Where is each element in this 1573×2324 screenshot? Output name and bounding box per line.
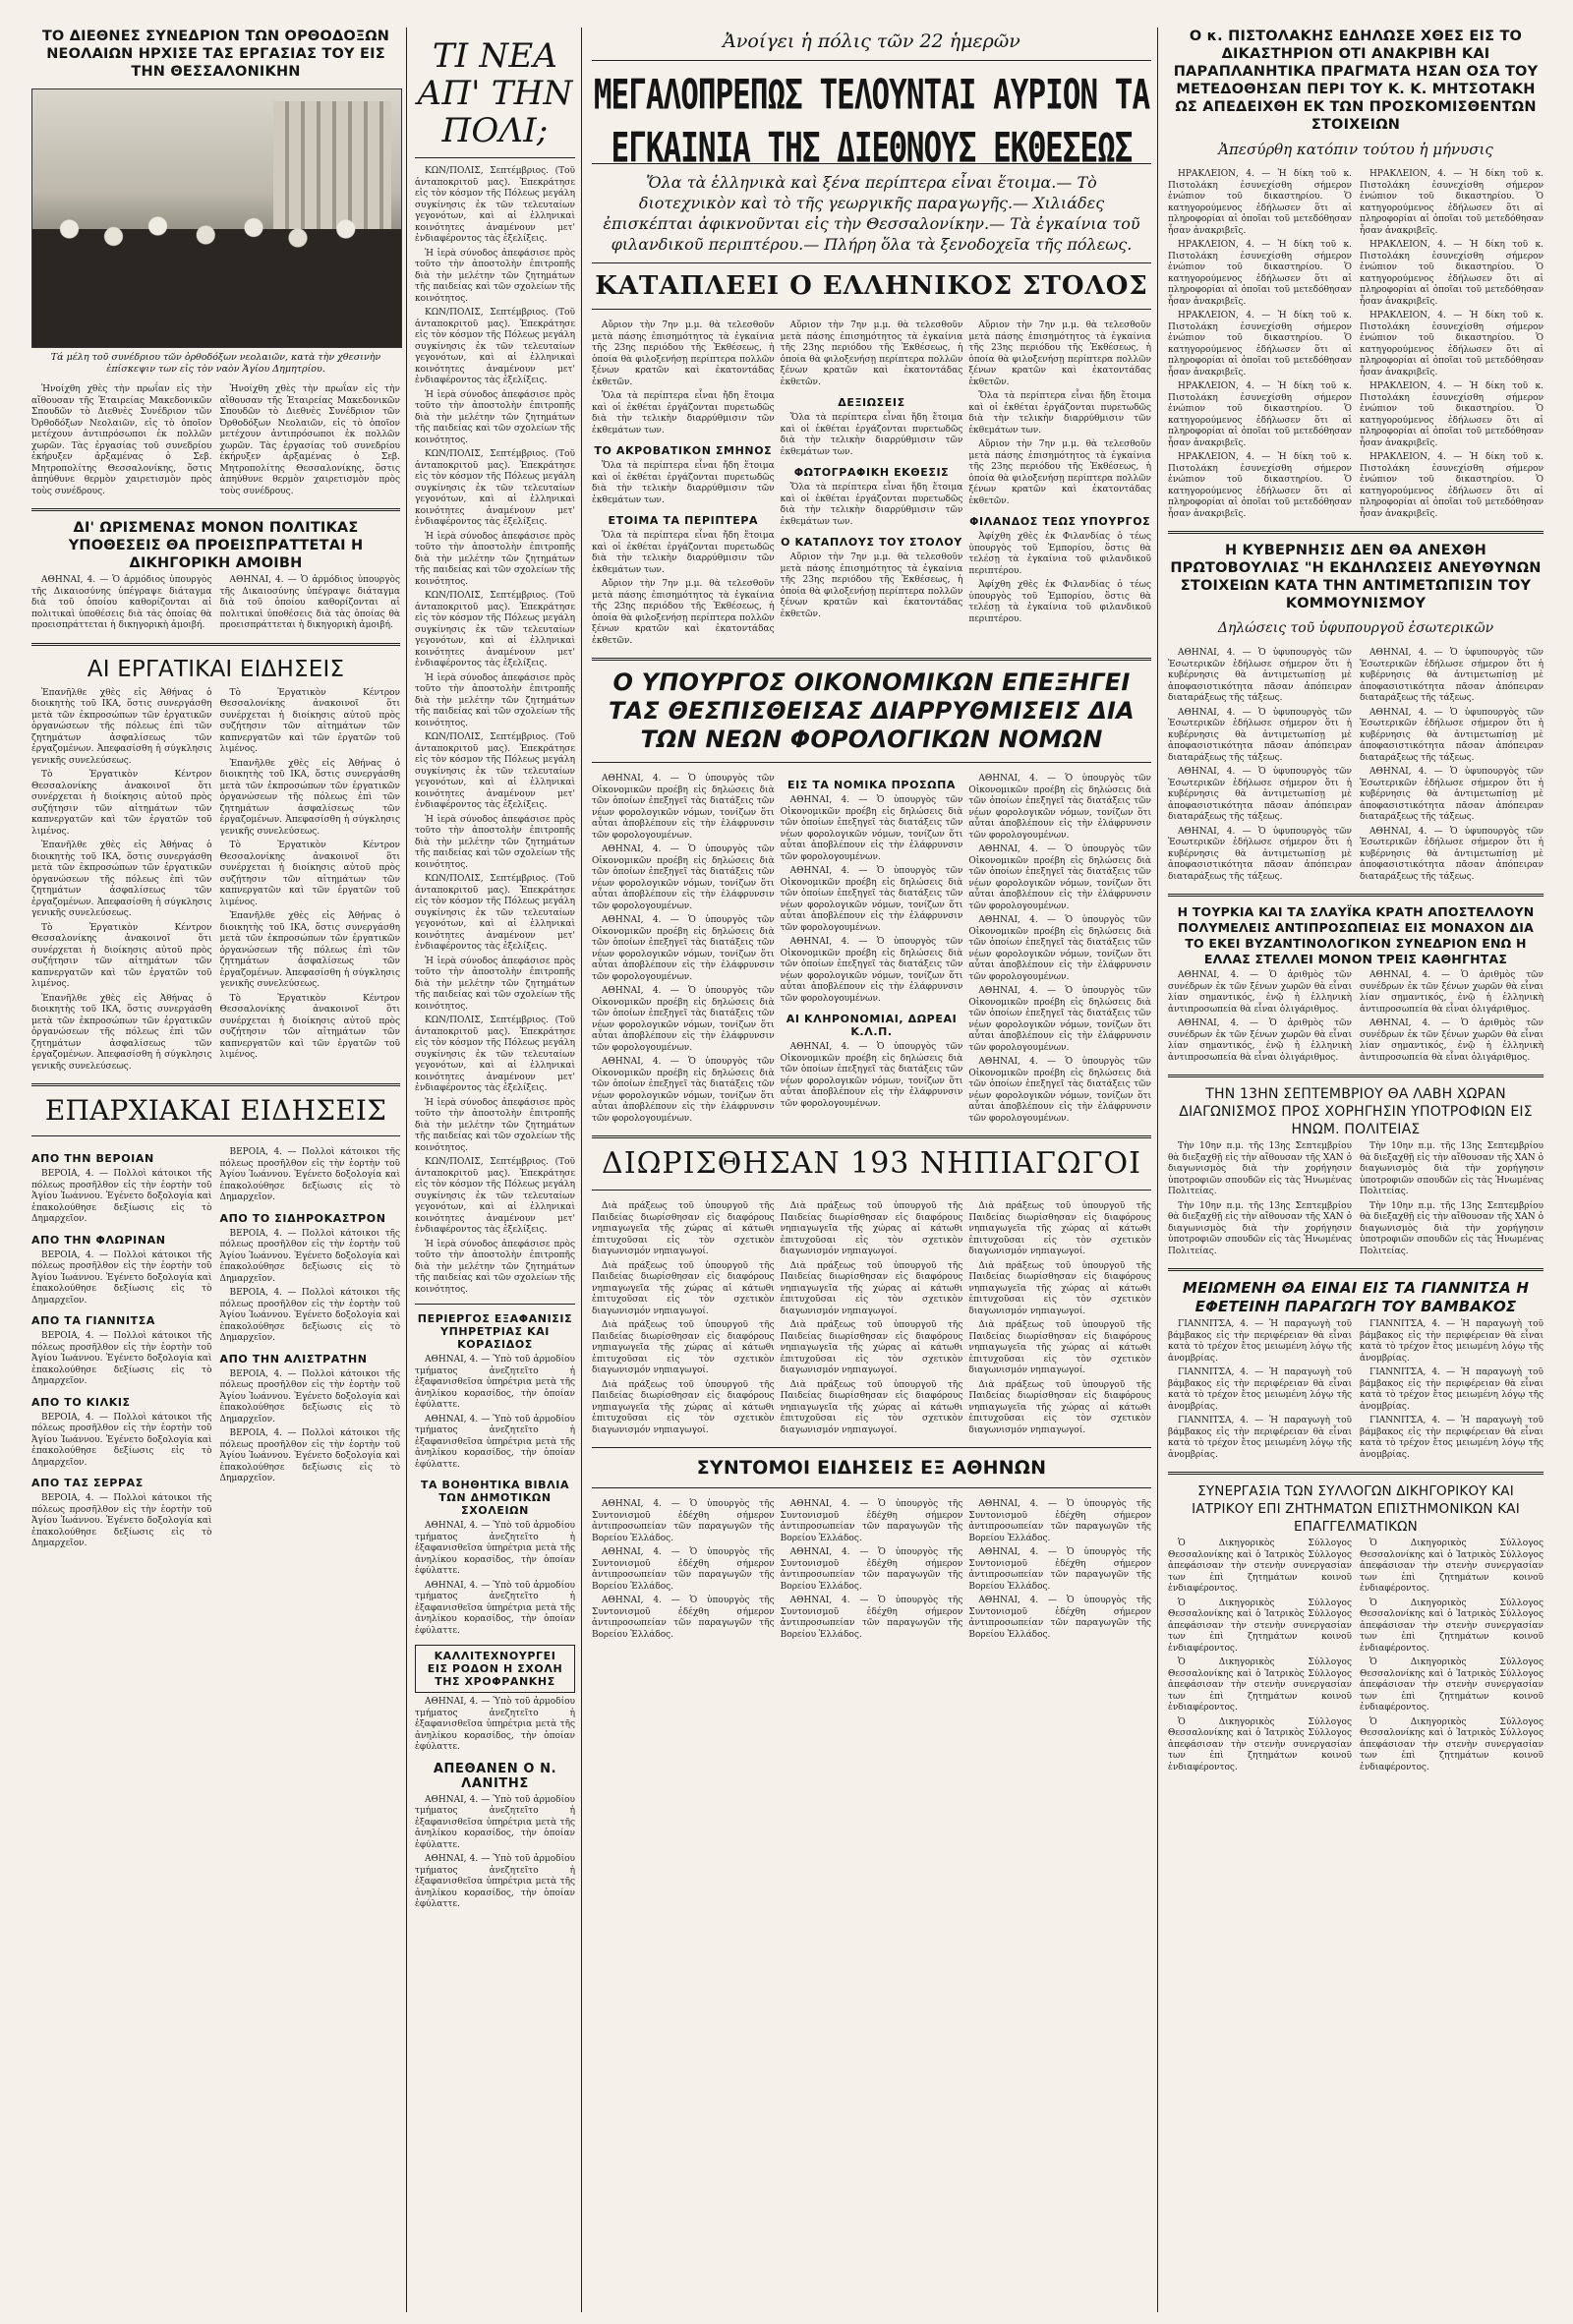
article-text: ΚΩΝ/ΠΟΛΙΣ, Σεπτέμβριος. (Τοῦ ἀνταποκριτοῦ μας). Ἐπεκράτησε εἰς τὸν κόσμον τῆς Πόλεως μεγάλη συγκίνησις ἐκ τῶν τελευταίων γεγονότων, καὶ αἱ ἑλληνικαὶ κοινότητες ἀναμένουν μετ' ἐνδιαφέροντος τὰς ἐξελίξεις. [415,1157,575,1235]
article-text: ΑΘΗΝΑΙ, 4. — Ὁ ὑφυπουργὸς τῶν Ἐσωτερικῶν ἐδήλωσε σήμερον ὅτι ἡ κυβέρνησις θὰ ἀντιμετωπίσῃ μὲ ἀποφασιστικότητα πᾶσαν ἀπόπειραν διαταράξεως τῆς τάξεως. [1168,767,1352,822]
article-text: Διὰ πράξεως τοῦ ὑπουργοῦ τῆς Παιδείας διωρίσθησαν εἰς διαφόρους νηπιαγωγεῖα τῆς χώρας αἱ κάτωθι ἐπιτυχοῦσαι εἰς τὸν σχετικὸν διαγωνισμόν νηπιαγωγοί. [592,1260,775,1316]
article-text: Ἀφίχθη χθὲς ἐκ Φιλανδίας ὁ τέως ὑπουργὸς τοῦ Ἐμπορίου, ὅστις θὰ τελέσῃ τὰ ἐγκαίνια τοῦ φιλανδικοῦ περιπτέρου. [968,532,1152,576]
divider [592,762,1151,763]
headline-kindergarten: ΔΙΩΡΙΣΘΗΣΑΝ 193 ΝΗΠΙΑΓΩΓΟΙ [602,1146,1141,1181]
column-left [26,28,407,2312]
column-main [586,28,1158,2312]
headline-provincial-news: ΕΠΑΡΧΙΑΚΑΙ ΕΙΔΗΣΕΙΣ [44,1094,387,1127]
divider [415,157,575,158]
deck-pistolakis: Ἀπεσύρθη κατόπιν τούτου ἡ μήνυσις [1218,141,1493,158]
article-text: ΑΘΗΝΑΙ, 4. — Ὁ ὑπουργὸς τῶν Οἰκονομικῶν προέβη εἰς δηλώσεις διὰ τῶν ὁποίων ἐπεξηγεῖ τὰς διατάξεις τῶν νέων φορολογικῶν νόμων, τονίζων ὅτι αὗται ἀποβλέπουν εἰς τὴν ἐλάφρυνσιν τῶν φορολογουμένων. [592,915,775,982]
article-text: ΚΩΝ/ΠΟΛΙΣ, Σεπτέμβριος. (Τοῦ ἀνταποκριτοῦ μας). Ἐπεκράτησε εἰς τὸν κόσμον τῆς Πόλεως μεγάλη συγκίνησις ἐκ τῶν τελευταίων γεγονότων, καὶ αἱ ἑλληνικαὶ κοινότητες ἀναμένουν μετ' ἐνδιαφέροντος τὰς ἐξελίξεις. [415,308,575,385]
divider [592,60,1151,61]
article-text: ΑΘΗΝΑΙ, 4. — Ὑπὸ τοῦ ἀρμοδίου τμήματος ἀνεζητεῖτο ἡ ἐξαφανισθεῖσα ὑπηρέτρια μετὰ τῆς ἀνηλίκου κορασίδος, τὴν ὁποίαν ἐφύλαττε. [415,1854,575,1909]
article-text: ΑΘΗΝΑΙ, 4. — Ὁ ὑπουργὸς τῆς Συντονισμοῦ ἐδέχθη σήμερον ἀντιπροσωπείαν τῶν παραγωγῶν τῆς Βορείου Ἑλλάδος. [592,1547,775,1592]
article-text: ΑΘΗΝΑΙ, 4. — Ὁ ὑπουργὸς τῆς Συντονισμοῦ ἐδέχθη σήμερον ἀντιπροσωπείαν τῶν παραγωγῶν τῆς Βορείου Ἑλλάδος. [780,1596,963,1640]
article-text: ΑΘΗΝΑΙ, 4. — Ὁ ὑπουργὸς τῆς Συντονισμοῦ ἐδέχθη σήμερον ἀντιπροσωπείαν τῶν παραγωγῶν τῆς Βορείου Ἑλλάδος. [968,1547,1152,1592]
article-text: Ὁ Δικηγορικὸς Σύλλογος Θεσσαλονίκης καὶ ὁ Ἰατρικὸς Σύλλογος ἀπεφάσισαν τὴν στενὴν συνεργασίαν των ἐπὶ ζητημάτων κοινοῦ ἐνδιαφέροντος. [1168,1598,1352,1654]
article-text: ΑΘΗΝΑΙ, 4. — Ὁ ὑπουργὸς τῶν Οἰκονομικῶν προέβη εἰς δηλώσεις διὰ τῶν ὁποίων ἐπεξηγεῖ τὰς διατάξεις τῶν νέων φορολογικῶν νόμων, τονίζων ὅτι αὗται ἀποβλέπουν εἰς τὴν ἐλάφρυνσιν τῶν φορολογουμένων. [968,915,1152,982]
article-labor-body [31,685,400,1076]
article-text: Διὰ πράξεως τοῦ ὑπουργοῦ τῆς Παιδείας διωρίσθησαν εἰς διαφόρους νηπιαγωγεῖα τῆς χώρας αἱ κάτωθι ἐπιτυχοῦσαι εἰς τὸν σχετικὸν διαγωνισμόν νηπιαγωγοί. [968,1201,1152,1256]
article-text: ΑΘΗΝΑΙ, 4. — Ὁ ὑφυπουργὸς τῶν Ἐσωτερικῶν ἐδήλωσε σήμερον ὅτι ἡ κυβέρνησις θὰ ἀντιμετωπίσῃ μὲ ἀποφασιστικότητα πᾶσαν ἀπόπειραν διαταράξεως τῆς τάξεως. [1168,707,1352,763]
article-text: ΑΘΗΝΑΙ, 4. — Ὁ ἁρμόδιος ὑπουργὸς τῆς Δικαιοσύνης ὑπέγραψε διάταγμα διὰ τοῦ ὁποίου καθορίζονται αἱ πολιτικαὶ ὑποθέσεις διὰ τὰς ὁποίας θὰ προεισπράττεται ἡ δικηγορικὴ ἀμοιβή. [31,575,212,630]
article-text: Τὸ Ἐργατικὸν Κέντρον Θεσσαλονίκης ἀνακοινοῖ ὅτι συνέρχεται ἡ διοίκησις αὐτοῦ πρὸς συζήτησιν τῶν αἰτημάτων τῶν καπνεργατῶν καὶ τῶν ἐργατῶν τοῦ λιμένος. [31,922,212,989]
article-text: Ὅλα τὰ περίπτερα εἶναι ἤδη ἕτοιμα καὶ οἱ ἐκθέται ἐργάζονται πυρετωδῶς διὰ τὴν τελικὴν διαρρύθμισιν τῶν ἐκθεμάτων των. [592,461,775,505]
article-text: ΑΘΗΝΑΙ, 4. — Ὁ ὑφυπουργὸς τῶν Ἐσωτερικῶν ἐδήλωσε σήμερον ὅτι ἡ κυβέρνησις θὰ ἀντιμετωπίσῃ μὲ ἀποφασιστικότητα πᾶσαν ἀπόπειραν διαταράξεως τῆς τάξεως. [1168,826,1352,882]
subhead-receptions: ΔΕΞΙΩΣΕΙΣ [838,396,905,409]
column-city-news [409,28,582,2312]
article-text: ΑΘΗΝΑΙ, 4. — Ὁ ὑπουργὸς τῶν Οἰκονομικῶν προέβη εἰς δηλώσεις διὰ τῶν ὁποίων ἐπεξηγεῖ τὰς διατάξεις τῶν νέων φορολογικῶν νόμων, τονίζων ὅτι αὗται ἀποβλέπουν εἰς τὴν ἐλάφρυνσιν τῶν φορολογουμένων. [968,1057,1152,1124]
article-text: ΗΡΑΚΛΕΙΟΝ, 4. — Ἡ δίκη τοῦ κ. Πιστολάκη ἐσυνεχίσθη σήμερον ἐνώπιον τοῦ δικαστηρίου. Ὁ κατηγορούμενος ἐδήλωσεν ὅτι αἱ πληροφορίαι αἱ ὁποῖαι τοῦ μετεδόθησαν ἦσαν ἀνακριβεῖς. [1360,381,1544,448]
article-text: ΒΕΡΟΙΑ, 4. — Πολλοὶ κάτοικοι τῆς πόλεως προσῆλθον εἰς τὴν ἑορτὴν τοῦ Ἁγίου Ἰωάννου. Ἐγένετο δοξολογία καὶ ἐπακολούθησε δεξίωσις εἰς τὸ Δημαρχεῖον. [31,1249,212,1306]
subhead-florina: ΑΠΟ ΤΗΝ ΦΛΩΡΙΝΑΝ [31,1233,166,1247]
divider [1168,894,1544,897]
article-text: Διὰ πράξεως τοῦ ὑπουργοῦ τῆς Παιδείας διωρίσθησαν εἰς διαφόρους νηπιαγωγεῖα τῆς χώρας αἱ κάτωθι ἐπιτυχοῦσαι εἰς τὸν σχετικὸν διαγωνισμόν νηπιαγωγοί. [968,1260,1152,1316]
article-text: Ὁ Δικηγορικὸς Σύλλογος Θεσσαλονίκης καὶ ὁ Ἰατρικὸς Σύλλογος ἀπεφάσισαν τὴν στενὴν συνεργασίαν των ἐπὶ ζητημάτων κοινοῦ ἐνδιαφέροντος. [1360,1657,1544,1713]
pistolakis-body [1168,166,1544,523]
subhead-disappearance: ΠΕΡΙΕΡΓΟΣ ΕΞΑΦΑΝΙΣΙΣ ΥΠΗΡΕΤΡΙΑΣ ΚΑΙ ΚΟΡΑΣΙΔΟΣ [417,1312,573,1351]
article-text: Τὸ Ἐργατικὸν Κέντρον Θεσσαλονίκης ἀνακοινοῖ ὅτι συνέρχεται ἡ διοίκησις αὐτοῦ πρὸς συζήτησιν τῶν αἰτημάτων τῶν καπνεργατῶν καὶ τῶν ἐργατῶν τοῦ λιμένος. [219,687,400,754]
kicker: Ἀνοίγει ἡ πόλις τῶν 22 ἡμερῶν [723,30,1020,52]
divider [592,1487,1151,1488]
article-text: Ὁ Δικηγορικὸς Σύλλογος Θεσσαλονίκης καὶ ὁ Ἰατρικὸς Σύλλογος ἀπεφάσισαν τὴν στενὴν συνεργασίαν των ἐπὶ ζητημάτων κοινοῦ ἐνδιαφέροντος. [1168,1716,1352,1772]
fair-article-body [592,318,1151,650]
deck-government: Δηλώσεις τοῦ ὑφυπουργοῦ ἐσωτερικῶν [1217,620,1494,636]
article-text: ΚΩΝ/ΠΟΛΙΣ, Σεπτέμβριος. (Τοῦ ἀνταποκριτοῦ μας). Ἐπεκράτησε εἰς τὸν κόσμον τῆς Πόλεως μεγάλη συγκίνησις ἐκ τῶν τελευταίων γεγονότων, καὶ αἱ ἑλληνικαὶ κοινότητες ἀναμένουν μετ' ἐνδιαφέροντος τὰς ἐξελίξεις. [415,449,575,527]
article-text: Ἡ ἱερὰ σύνοδος ἀπεφάσισε πρὸς τοῦτο τὴν ἀποστολὴν ἐπιτροπῆς διὰ τὴν μελέτην τῶν ζητημάτων τῆς παιδείας καὶ τῶν σχολείων τῆς κοινότητος. [415,531,575,587]
subhead-serres: ΑΠΟ ΤΑΣ ΣΕΡΡΑΣ [31,1477,144,1489]
government-body [1168,645,1544,886]
article-text: Ἐπανῆλθε χθὲς εἰς Ἀθήνας ὁ διοικητὴς τοῦ ΙΚΑ, ὅστις συνεργάσθη μετὰ τῶν ἐκπροσώπων τῶν ἐργατικῶν ὀργανώσεων τῆς πόλεως ἐπὶ τῶν ζητημάτων ἀσφαλίσεως τῶν ἐργαζομένων. Ἀπεφασίσθη ἡ σύγκλησις γενικῆς συνελεύσεως. [219,758,400,837]
article-text: ΚΩΝ/ΠΟΛΙΣ, Σεπτέμβριος. (Τοῦ ἀνταποκριτοῦ μας). Ἐπεκράτησε εἰς τὸν κόσμον τῆς Πόλεως μεγάλη συγκίνησις ἐκ τῶν τελευταίων γεγονότων, καὶ αἱ ἑλληνικαὶ κοινότητες ἀναμένουν μετ' ἐνδιαφέροντος τὰς ἐξελίξεις. [415,591,575,668]
article-text: Τὸ Ἐργατικὸν Κέντρον Θεσσαλονίκης ἀνακοινοῖ ὅτι συνέρχεται ἡ διοίκησις αὐτοῦ πρὸς συζήτησιν τῶν αἰτημάτων τῶν καπνεργατῶν καὶ τῶν ἐργατῶν τοῦ λιμένος. [31,770,212,837]
divider [592,1190,1151,1191]
subhead-lanitis: ΑΠΕΘΑΝΕΝ Ο Ν. ΛΑΝΙΤΗΣ [433,1761,557,1791]
main-headline: ΜΕΓΑΛΟΠΡΕΠΩΣ ΤΕΛΟΥΝΤΑΙ ΑΥΡΙΟΝ ΤΑ ΕΓΚΑΙΝΙΑ ΤΗΣ ΔΙΕΘΝΟΥΣ ΕΚΘΕΣΕΩΣ [593,71,1150,173]
subhead-alistrati: ΑΠΟ ΤΗΝ ΑΛΙΣΤΡΑΤΗΝ [219,1352,368,1365]
byzantine-body [1168,967,1544,1067]
article-text: ΗΡΑΚΛΕΙΟΝ, 4. — Ἡ δίκη τοῦ κ. Πιστολάκη ἐσυνεχίσθη σήμερον ἐνώπιον τοῦ δικαστηρίου. Ὁ κατηγορούμενος ἐδήλωσεν ὅτι αἱ πληροφορίαι αἱ ὁποῖαι τοῦ μετεδόθησαν ἦσαν ἀνακριβεῖς. [1168,452,1352,519]
article-text: Διὰ πράξεως τοῦ ὑπουργοῦ τῆς Παιδείας διωρίσθησαν εἰς διαφόρους νηπιαγωγεῖα τῆς χώρας αἱ κάτωθι ἐπιτυχοῦσαι εἰς τὸν σχετικὸν διαγωνισμόν νηπιαγωγοί. [968,1320,1152,1375]
article-text: ΑΘΗΝΑΙ, 4. — Ὁ ὑφυπουργὸς τῶν Ἐσωτερικῶν ἐδήλωσε σήμερον ὅτι ἡ κυβέρνησις θὰ ἀντιμετωπίσῃ μὲ ἀποφασιστικότητα πᾶσαν ἀπόπειραν διαταράξεως τῆς τάξεως. [1360,648,1544,703]
article-text: Ἠνοίχθη χθὲς τὴν πρωΐαν εἰς τὴν αἴθουσαν τῆς Ἑταιρείας Μακεδονικῶν Σπουδῶν τὸ Διεθνὲς Συνέδριον τῶν Ὀρθοδόξων Νεολαιῶν, εἰς τὸ ὁποῖον μετέχουν ἀντιπρόσωποι ἐκ πολλῶν χωρῶν. Τὰς ἐργασίας τοῦ συνεδρίου ἐκήρυξεν ἀρξαμένας ὁ Σεβ. Μητροπολίτης Θεσσαλονίκης, ὅστις ἀπηύθυνε θερμὸν χαιρετισμὸν πρὸς τοὺς συνέδρους. [219,384,400,496]
article-text: ΑΘΗΝΑΙ, 4. — Ὁ ὑπουργὸς τῶν Οἰκονομικῶν προέβη εἰς δηλώσεις διὰ τῶν ὁποίων ἐπεξηγεῖ τὰς διατάξεις τῶν νέων φορολογικῶν νόμων, τονίζων ὅτι αὗται ἀποβλέπουν εἰς τὴν ἐλάφρυνσιν τῶν φορολογουμένων. [968,844,1152,911]
headline-scholarships: ΤΗΝ 13ΗΝ ΣΕΠΤΕΜΒΡΙΟΥ ΘΑ ΛΑΒΗ ΧΩΡΑΝ ΔΙΑΓΩΝΙΣΜΟΣ ΠΡΟΣ ΧΟΡΗΓΗΣΙΝ ΥΠΟΤΡΟΦΙΩΝ ΕΙΣ ΗΝΩΜ. ΠΟΛΙΤΕΙΑΣ [1179,1086,1533,1137]
divider [31,508,400,511]
article-text: ΗΡΑΚΛΕΙΟΝ, 4. — Ἡ δίκη τοῦ κ. Πιστολάκη ἐσυνεχίσθη σήμερον ἐνώπιον τοῦ δικαστηρίου. Ὁ κατηγορούμενος ἐδήλωσεν ὅτι αἱ πληροφορίαι αἱ ὁποῖαι τοῦ μετεδόθησαν ἦσαν ἀνακριβεῖς. [1168,381,1352,448]
headline-orthodox-youth: ΤΟ ΔΙΕΘΝΕΣ ΣΥΝΕΔΡΙΟΝ ΤΩΝ ΟΡΘΟΔΟΞΩΝ ΝΕΟΛΑΙΩΝ ΗΡΧΙΣΕ ΤΑΣ ΕΡΓΑΣΙΑΣ ΤΟΥ ΕΙΣ ΤΗΝ ΘΕΣΣΑΛΟΝΙΚΗΝ [41,29,390,80]
article-text: Ὁ Δικηγορικὸς Σύλλογος Θεσσαλονίκης καὶ ὁ Ἰατρικὸς Σύλλογος ἀπεφάσισαν τὴν στενὴν συνεργασίαν των ἐπὶ ζητημάτων κοινοῦ ἐνδιαφέροντος. [1360,1598,1544,1654]
article-text: ΓΙΑΝΝΙΤΣΑ, 4. — Ἡ παραγωγὴ τοῦ βάμβακος εἰς τὴν περιφέρειαν θὰ εἶναι κατὰ τὸ τρέχον ἔτος μειωμένη λόγῳ τῆς ἀνομβρίας. [1360,1319,1544,1364]
headline-athens-brief: ΣΥΝΤΟΜΟΙ ΕΙΔΗΣΕΙΣ ΕΞ ΑΘΗΝΩΝ [696,1457,1047,1479]
article-text: ΑΘΗΝΑΙ, 4. — Ὑπὸ τοῦ ἀρμοδίου τμήματος ἀνεζητεῖτο ἡ ἐξαφανισθεῖσα ὑπηρέτρια μετὰ τῆς ἀνηλίκου κορασίδος, τὴν ὁποίαν ἐφύλαττε. [415,1414,575,1470]
article-text: ΑΘΗΝΑΙ, 4. — Ὁ ὑφυπουργὸς τῶν Ἐσωτερικῶν ἐδήλωσε σήμερον ὅτι ἡ κυβέρνησις θὰ ἀντιμετωπίσῃ μὲ ἀποφασιστικότητα πᾶσαν ἀπόπειραν διαταράξεως τῆς τάξεως. [1360,826,1544,882]
article-text: Ὁ Δικηγορικὸς Σύλλογος Θεσσαλονίκης καὶ ὁ Ἰατρικὸς Σύλλογος ἀπεφάσισαν τὴν στενὴν συνεργασίαν των ἐπὶ ζητημάτων κοινοῦ ἐνδιαφέροντος. [1360,1539,1544,1594]
article-text: ΚΩΝ/ΠΟΛΙΣ, Σεπτέμβριος. (Τοῦ ἀνταποκριτοῦ μας). Ἐπεκράτησε εἰς τὸν κόσμον τῆς Πόλεως μεγάλη συγκίνησις ἐκ τῶν τελευταίων γεγονότων, καὶ αἱ ἑλληνικαὶ κοινότητες ἀναμένουν μετ' ἐνδιαφέροντος τὰς ἐξελίξεις. [415,874,575,952]
article-text: ΒΕΡΟΙΑ, 4. — Πολλοὶ κάτοικοι τῆς πόλεως προσῆλθον εἰς τὴν ἑορτὴν τοῦ Ἁγίου Ἰωάννου. Ἐγένετο δοξολογία καὶ ἐπακολούθησε δεξίωσις εἰς τὸ Δημαρχεῖον. [219,1147,400,1202]
article-text: ΒΕΡΟΙΑ, 4. — Πολλοὶ κάτοικοι τῆς πόλεως προσῆλθον εἰς τὴν ἑορτὴν τοῦ Ἁγίου Ἰωάννου. Ἐγένετο δοξολογία καὶ ἐπακολούθησε δεξίωσις εἰς τὸ Δημαρχεῖον. [31,1331,212,1386]
article-text: ΒΕΡΟΙΑ, 4. — Πολλοὶ κάτοικοι τῆς πόλεως προσῆλθον εἰς τὴν ἑορτὴν τοῦ Ἁγίου Ἰωάννου. Ἐγένετο δοξολογία καὶ ἐπακολούθησε δεξίωσις εἰς τὸ Δημαρχεῖον. [219,1368,400,1424]
subhead-legal-entities: ΕΙΣ ΤΑ ΝΟΜΙΚΑ ΠΡΟΣΩΠΑ [786,779,957,791]
article-text: ΓΙΑΝΝΙΤΣΑ, 4. — Ἡ παραγωγὴ τοῦ βάμβακος εἰς τὴν περιφέρειαν θὰ εἶναι κατὰ τὸ τρέχον ἔτος μειωμένη λόγῳ τῆς ἀνομβρίας. [1168,1416,1352,1460]
article-text: Αὔριον τὴν 7ην μ.μ. θὰ τελεσθοῦν μετὰ πάσης ἐπισημότητος τὰ ἐγκαίνια τῆς 23ης περιόδου τῆς Ἐκθέσεως, ἡ ὁποία θὰ φιλοξενήσῃ περίπτερα πολλῶν ξένων κρατῶν καὶ ἐκατοντάδας ἐκθετῶν. [780,552,963,619]
article-text: Διὰ πράξεως τοῦ ὑπουργοῦ τῆς Παιδείας διωρίσθησαν εἰς διαφόρους νηπιαγωγεῖα τῆς χώρας αἱ κάτωθι ἐπιτυχοῦσαι εἰς τὸν σχετικὸν διαγωνισμόν νηπιαγωγοί. [780,1260,963,1316]
article-text: Ὁ Δικηγορικὸς Σύλλογος Θεσσαλονίκης καὶ ὁ Ἰατρικὸς Σύλλογος ἀπεφάσισαν τὴν στενὴν συνεργασίαν των ἐπὶ ζητημάτων κοινοῦ ἐνδιαφέροντος. [1168,1539,1352,1594]
article-text: Τὸ Ἐργατικὸν Κέντρον Θεσσαλονίκης ἀνακοινοῖ ὅτι συνέρχεται ἡ διοίκησις αὐτοῦ πρὸς συζήτησιν τῶν αἰτημάτων τῶν καπνεργατῶν καὶ τῶν ἐργατῶν τοῦ λιμένος. [219,993,400,1060]
article-text: Ἐπανῆλθε χθὲς εἰς Ἀθήνας ὁ διοικητὴς τοῦ ΙΚΑ, ὅστις συνεργάσθη μετὰ τῶν ἐκπροσώπων τῶν ἐργατικῶν ὀργανώσεων τῆς πόλεως ἐπὶ τῶν ζητημάτων ἀσφαλίσεως τῶν ἐργαζομένων. Ἀπεφασίσθη ἡ σύγκλησις γενικῆς συνελεύσεως. [31,993,212,1072]
article-text: ΑΘΗΝΑΙ, 4. — Ὁ ὑπουργὸς τῶν Οἰκονομικῶν προέβη εἰς δηλώσεις διὰ τῶν ὁποίων ἐπεξηγεῖ τὰς διατάξεις τῶν νέων φορολογικῶν νόμων, τονίζων ὅτι αὗται ἀποβλέπουν εἰς τὴν ἐλάφρυνσιν τῶν φορολογουμένων. [968,774,1152,841]
divider [415,1304,575,1305]
article-text: Διὰ πράξεως τοῦ ὑπουργοῦ τῆς Παιδείας διωρίσθησαν εἰς διαφόρους νηπιαγωγεῖα τῆς χώρας αἱ κάτωθι ἐπιτυχοῦσαι εἰς τὸν σχετικὸν διαγωνισμόν νηπιαγωγοί. [780,1379,963,1435]
article-text: ΗΡΑΚΛΕΙΟΝ, 4. — Ἡ δίκη τοῦ κ. Πιστολάκη ἐσυνεχίσθη σήμερον ἐνώπιον τοῦ δικαστηρίου. Ὁ κατηγορούμενος ἐδήλωσεν ὅτι αἱ πληροφορίαι αἱ ὁποῖαι τοῦ μετεδόθησαν ἦσαν ἀνακριβεῖς. [1168,311,1352,378]
athens-brief-body [592,1496,1151,1644]
article-text: ΒΕΡΟΙΑ, 4. — Πολλοὶ κάτοικοι τῆς πόλεως προσῆλθον εἰς τὴν ἑορτὴν τοῦ Ἁγίου Ἰωάννου. Ἐγένετο δοξολογία καὶ ἐπακολούθησε δεξίωσις εἰς τὸ Δημαρχεῖον. [31,1169,212,1224]
article-text: Ἡ ἱερὰ σύνοδος ἀπεφάσισε πρὸς τοῦτο τὴν ἀποστολὴν ἐπιτροπῆς διὰ τὴν μελέτην τῶν ζητημάτων τῆς παιδείας καὶ τῶν σχολείων τῆς κοινότητος. [415,248,575,304]
article-text: ΑΘΗΝΑΙ, 4. — Ὁ ὑπουργὸς τῆς Συντονισμοῦ ἐδέχθη σήμερον ἀντιπροσωπείαν τῶν παραγωγῶν τῆς Βορείου Ἑλλάδος. [592,1596,775,1640]
article-text: ΚΩΝ/ΠΟΛΙΣ, Σεπτέμβριος. (Τοῦ ἀνταποκριτοῦ μας). Ἐπεκράτησε εἰς τὸν κόσμον τῆς Πόλεως μεγάλη συγκίνησις ἐκ τῶν τελευταίων γεγονότων, καὶ αἱ ἑλληνικαὶ κοινότητες ἀναμένουν μετ' ἐνδιαφέροντος τὰς ἐξελίξεις. [415,732,575,810]
cotton-body [1168,1316,1544,1464]
article-text: ΒΕΡΟΙΑ, 4. — Πολλοὶ κάτοικοι τῆς πόλεως προσῆλθον εἰς τὴν ἑορτὴν τοῦ Ἁγίου Ἰωάννου. Ἐγένετο δοξολογία καὶ ἐπακολούθησε δεξίωσις εἰς τὸ Δημαρχεῖον. [31,1412,212,1468]
article-text: ΑΘΗΝΑΙ, 4. — Ὁ ὑπουργὸς τῶν Οἰκονομικῶν προέβη εἰς δηλώσεις διὰ τῶν ὁποίων ἐπεξηγεῖ τὰς διατάξεις τῶν νέων φορολογικῶν νόμων, τονίζων ὅτι αὗται ἀποβλέπουν εἰς τὴν ἐλάφρυνσιν τῶν φορολογουμένων. [780,795,963,862]
article-text: ΑΘΗΝΑΙ, 4. — Ὁ ὑπουργὸς τῶν Οἰκονομικῶν προέβη εἰς δηλώσεις διὰ τῶν ὁποίων ἐπεξηγεῖ τὰς διατάξεις τῶν νέων φορολογικῶν νόμων, τονίζων ὅτι αὗται ἀποβλέπουν εἰς τὴν ἐλάφρυνσιν τῶν φορολογουμένων. [592,986,775,1053]
divider [31,1083,400,1086]
article-orthodox-body [31,381,400,500]
subhead-veroia: ΑΠΟ ΤΗΝ ΒΕΡΟΙΑΝ [31,1152,154,1165]
article-lawyer-body [31,572,400,635]
divider [592,262,1151,263]
article-text: Ἠνοίχθη χθὲς τὴν πρωΐαν εἰς τὴν αἴθουσαν τῆς Ἑταιρείας Μακεδονικῶν Σπουδῶν τὸ Διεθνὲς Συνέδριον τῶν Ὀρθοδόξων Νεολαιῶν, εἰς τὸ ὁποῖον μετέχουν ἀντιπρόσωποι ἐκ πολλῶν χωρῶν. Τὰς ἐργασίας τοῦ συνεδρίου ἐκήρυξεν ἀρξαμένας ὁ Σεβ. Μητροπολίτης Θεσσαλονίκης, ὅστις ἀπηύθυνε θερμὸν χαιρετισμὸν πρὸς τοὺς συνέδρους. [31,384,212,496]
article-text: ΑΘΗΝΑΙ, 4. — Ὁ ἀριθμὸς τῶν συνέδρων ἐκ τῶν ξένων χωρῶν θὰ εἶναι λίαν σημαντικός, ἐνῷ ἡ ἑλληνικὴ ἀντιπροσωπεία θὰ εἶναι ὀλιγάριθμος. [1168,970,1352,1015]
article-text: Ἐπανῆλθε χθὲς εἰς Ἀθήνας ὁ διοικητὴς τοῦ ΙΚΑ, ὅστις συνεργάσθη μετὰ τῶν ἐκπροσώπων τῶν ἐργατικῶν ὀργανώσεων τῆς πόλεως ἐπὶ τῶν ζητημάτων ἀσφαλίσεως τῶν ἐργαζομένων. Ἀπεφασίσθη ἡ σύγκλησις γενικῆς συνελεύσεως. [31,687,212,766]
main-deck: Ὅλα τὰ ἑλληνικὰ καὶ ξένα περίπτερα εἶναι ἕτοιμα.— Τὸ διοτεχνικὸν καὶ τὸ τῆς γεωργικῆς παραγωγῆς.— Χιλιάδες ἐπισκέπται ἀφικνοῦνται εἰς τὴν Θεσσαλονίκην.— Τὰ ἐγκαίνια τοῦ φιλανδικοῦ περιπτέρου.— Πλήρη ὅλα τὰ ξενοδοχεῖα τῆς πόλεως. [603,173,1140,254]
article-text: ΑΘΗΝΑΙ, 4. — Ὁ ἁρμόδιος ὑπουργὸς τῆς Δικαιοσύνης ὑπέγραψε διάταγμα διὰ τοῦ ὁποίου καθορίζονται αἱ πολιτικαὶ ὑποθέσεις διὰ τὰς ὁποίας θὰ προεισπράττεται ἡ δικηγορικὴ ἀμοιβή. [219,575,400,630]
article-text: ΓΙΑΝΝΙΤΣΑ, 4. — Ἡ παραγωγὴ τοῦ βάμβακος εἰς τὴν περιφέρειαν θὰ εἶναι κατὰ τὸ τρέχον ἔτος μειωμένη λόγῳ τῆς ἀνομβρίας. [1168,1319,1352,1364]
subhead-sidirokastro: ΑΠΟ ΤΟ ΣΙΔΗΡΟΚΑΣΤΡΟΝ [219,1211,386,1225]
divider [1168,1268,1544,1271]
subhead-finnish-minister: ΦΙΛΑΝΔΟΣ ΤΕΩΣ ΥΠΟΥΡΓΟΣ [969,515,1151,528]
photo-caption: Τά μέλη τοῦ συνέδριου τῶν ὀρθοδόξων νεολαιῶν, κατὰ τὴν χθεσινὴν ἐπίσκεψιν των εἰς τὸν ναὸν Ἁγίου Δημητρίου. [50,352,381,375]
article-text: Ἐπανῆλθε χθὲς εἰς Ἀθήνας ὁ διοικητὴς τοῦ ΙΚΑ, ὅστις συνεργάσθη μετὰ τῶν ἐκπροσώπων τῶν ἐργατικῶν ὀργανώσεων τῆς πόλεως ἐπὶ τῶν ζητημάτων ἀσφαλίσεως τῶν ἐργαζομένων. Ἀπεφασίσθη ἡ σύγκλησις γενικῆς συνελεύσεως. [31,841,212,918]
article-text: Ἡ ἱερὰ σύνοδος ἀπεφάσισε πρὸς τοῦτο τὴν ἀποστολὴν ἐπιτροπῆς διὰ τὴν μελέτην τῶν ζητημάτων τῆς παιδείας καὶ τῶν σχολείων τῆς κοινότητος. [415,389,575,445]
article-text: Διὰ πράξεως τοῦ ὑπουργοῦ τῆς Παιδείας διωρίσθησαν εἰς διαφόρους νηπιαγωγεῖα τῆς χώρας αἱ κάτωθι ἐπιτυχοῦσαι εἰς τὸν σχετικὸν διαγωνισμόν νηπιαγωγοί. [780,1320,963,1375]
article-text: ΑΘΗΝΑΙ, 4. — Ὁ ὑφυπουργὸς τῶν Ἐσωτερικῶν ἐδήλωσε σήμερον ὅτι ἡ κυβέρνησις θὰ ἀντιμετωπίσῃ μὲ ἀποφασιστικότητα πᾶσαν ἀπόπειραν διαταράξεως τῆς τάξεως. [1168,648,1352,703]
article-text: ΒΕΡΟΙΑ, 4. — Πολλοὶ κάτοικοι τῆς πόλεως προσῆλθον εἰς τὴν ἑορτὴν τοῦ Ἁγίου Ἰωάννου. Ἐγένετο δοξολογία καὶ ἐπακολούθησε δεξίωσις εἰς τὸ Δημαρχεῖον. [219,1228,400,1284]
headline-labor-news: ΑΙ ΕΡΓΑΤΙΚΑΙ ΕΙΔΗΣΕΙΣ [87,656,345,682]
article-text: Αὔριον τὴν 7ην μ.μ. θὰ τελεσθοῦν μετὰ πάσης ἐπισημότητος τὰ ἐγκαίνια τῆς 23ης περιόδου τῆς Ἐκθέσεως, ἡ ὁποία θὰ φιλοξενήσῃ περίπτερα πολλῶν ξένων κρατῶν καὶ ἐκατοντάδας ἐκθετῶν. [592,579,775,646]
headline-pistolakis: Ο κ. ΠΙΣΤΟΛΑΚΗΣ ΕΔΗΛΩΣΕ ΧΘΕΣ ΕΙΣ ΤΟ ΔΙΚΑΣΤΗΡΙΟΝ ΟΤΙ ΑΝΑΚΡΙΒΗ ΚΑΙ ΠΑΡΑΠΛΑΝΗΤΙΚΑ ΠΡΑΓΜΑΤΑ ΗΣΑΝ ΟΣΑ ΤΟΥ ΜΕΤΕΔΟΘΗΣΑΝ ΠΕΡΙ ΤΟΥ Κ. Κ. ΜΗΤΣΟΤΑΚΗ ΩΣ ΑΠΕΔΕΙΧΘΗ ΕΚ ΤΩΝ ΠΡΟΣΚΟΜΙΣΘΕΝΤΩΝ ΣΤΟΙΧΕΙΩΝ [1173,29,1539,133]
divider [1168,531,1544,534]
article-text: Διὰ πράξεως τοῦ ὑπουργοῦ τῆς Παιδείας διωρίσθησαν εἰς διαφόρους νηπιαγωγεῖα τῆς χώρας αἱ κάτωθι ἐπιτυχοῦσαι εἰς τὸν σχετικὸν διαγωνισμόν νηπιαγωγοί. [780,1201,963,1256]
article-text: ΒΕΡΟΙΑ, 4. — Πολλοὶ κάτοικοι τῆς πόλεως προσῆλθον εἰς τὴν ἑορτὴν τοῦ Ἁγίου Ἰωάννου. Ἐγένετο δοξολογία καὶ ἐπακολούθησε δεξίωσις εἰς τὸ Δημαρχεῖον. [219,1428,400,1483]
headline-byzantine-congress: Η ΤΟΥΡΚΙΑ ΚΑΙ ΤΑ ΣΛΑΥΪΚΑ ΚΡΑΤΗ ΑΠΟΣΤΕΛΛΟΥΝ ΠΟΛΥΜΕΛΕΙΣ ΑΝΤΙΠΡΟΣΩΠΕΙΑΣ ΕΙΣ ΜΟΝΑΧΟΝ ΔΙΑ ΤΟ ΕΚΕΙ ΒΥΖΑΝΤΙΝΟΛΟΓΙΚΟΝ ΣΥΝΕΔΡΙΟΝ ΕΝΩ Η ΕΛΛΑΣ ΣΤΕΛΛΕΙ ΜΟΝΟΝ ΤΡΕΙΣ ΚΑΘΗΓΗΤΑΣ [1177,904,1535,966]
divider [1168,1472,1544,1475]
article-text: ΗΡΑΚΛΕΙΟΝ, 4. — Ἡ δίκη τοῦ κ. Πιστολάκη ἐσυνεχίσθη σήμερον ἐνώπιον τοῦ δικαστηρίου. Ὁ κατηγορούμενος ἐδήλωσεν ὅτι αἱ πληροφορίαι αἱ ὁποῖαι τοῦ μετεδόθησαν ἦσαν ἀνακριβεῖς. [1168,240,1352,307]
subhead-fleet-arrival: Ο ΚΑΤΑΠΛΟΥΣ ΤΟΥ ΣΤΟΛΟΥ [781,536,962,549]
lawyers-doctors-body [1168,1536,1544,1776]
article-text: Διὰ πράξεως τοῦ ὑπουργοῦ τῆς Παιδείας διωρίσθησαν εἰς διαφόρους νηπιαγωγεῖα τῆς χώρας αἱ κάτωθι ἐπιτυχοῦσαι εἰς τὸν σχετικὸν διαγωνισμόν νηπιαγωγοί. [968,1379,1152,1435]
article-text: Ἡ ἱερὰ σύνοδος ἀπεφάσισε πρὸς τοῦτο τὴν ἀποστολὴν ἐπιτροπῆς διὰ τὴν μελέτην τῶν ζητημάτων τῆς παιδείας καὶ τῶν σχολείων τῆς κοινότητος. [415,672,575,728]
article-text: Αὔριον τὴν 7ην μ.μ. θὰ τελεσθοῦν μετὰ πάσης ἐπισημότητος τὰ ἐγκαίνια τῆς 23ης περιόδου τῆς Ἐκθέσεως, ἡ ὁποία θὰ φιλοξενήσῃ περίπτερα πολλῶν ξένων κρατῶν καὶ ἐκατοντάδας ἐκθετῶν. [968,320,1152,387]
article-text: ΓΙΑΝΝΙΤΣΑ, 4. — Ἡ παραγωγὴ τοῦ βάμβακος εἰς τὴν περιφέρειαν θὰ εἶναι κατὰ τὸ τρέχον ἔτος μειωμένη λόγῳ τῆς ἀνομβρίας. [1168,1367,1352,1412]
subhead-photo-exhibit: ΦΩΤΟΓΡΑΦΙΚΗ ΕΚΘΕΣΙΣ [793,466,950,479]
article-text: ΗΡΑΚΛΕΙΟΝ, 4. — Ἡ δίκη τοῦ κ. Πιστολάκη ἐσυνεχίσθη σήμερον ἐνώπιον τοῦ δικαστηρίου. Ὁ κατηγορούμενος ἐδήλωσεν ὅτι αἱ πληροφορίαι αἱ ὁποῖαι τοῦ μετεδόθησαν ἦσαν ἀνακριβεῖς. [1360,240,1544,307]
article-text: ΒΕΡΟΙΑ, 4. — Πολλοὶ κάτοικοι τῆς πόλεως προσῆλθον εἰς τὴν ἑορτὴν τοῦ Ἁγίου Ἰωάννου. Ἐγένετο δοξολογία καὶ ἐπακολούθησε δεξίωσις εἰς τὸ Δημαρχεῖον. [219,1288,400,1343]
divider [31,1135,400,1136]
divider [1168,1075,1544,1077]
finance-article-body [592,771,1151,1128]
divider [592,658,1151,661]
subhead-kilkis: ΑΠΟ ΤΟ ΚΙΛΚΙΣ [31,1395,131,1409]
subhead-rhodes-school: ΚΑΛΛΙΤΕΧΝΟΥΡΓΕΙ ΕΙΣ ΡΟΔΟΝ Η ΣΧΟΛΗ ΤΗΣ ΧΡΟΦΡΑΝΚΗΣ [415,1645,575,1693]
article-text: Ἐπανῆλθε χθὲς εἰς Ἀθήνας ὁ διοικητὴς τοῦ ΙΚΑ, ὅστις συνεργάσθη μετὰ τῶν ἐκπροσώπων τῶν ἐργατικῶν ὀργανώσεων τῆς πόλεως ἐπὶ τῶν ζητημάτων ἀσφαλίσεως τῶν ἐργαζομένων. Ἀπεφασίσθη ἡ σύγκλησις γενικῆς συνελεύσεως. [219,911,400,989]
article-text: Ἀφίχθη χθὲς ἐκ Φιλανδίας ὁ τέως ὑπουργὸς τοῦ Ἐμπορίου, ὅστις θὰ τελέσῃ τὰ ἐγκαίνια τοῦ φιλανδικοῦ περιπτέρου. [968,580,1152,624]
article-text: ΑΘΗΝΑΙ, 4. — Ὑπὸ τοῦ ἀρμοδίου τμήματος ἀνεζητεῖτο ἡ ἐξαφανισθεῖσα ὑπηρέτρια μετὰ τῆς ἀνηλίκου κορασίδος, τὴν ὁποίαν ἐφύλαττε. [415,1794,575,1850]
article-text: ΗΡΑΚΛΕΙΟΝ, 4. — Ἡ δίκη τοῦ κ. Πιστολάκη ἐσυνεχίσθη σήμερον ἐνώπιον τοῦ δικαστηρίου. Ὁ κατηγορούμενος ἐδήλωσεν ὅτι αἱ πληροφορίαι αἱ ὁποῖαι τοῦ μετεδόθησαν ἦσαν ἀνακριβεῖς. [1360,311,1544,378]
headline-fleet: ΚΑΤΑΠΛΕΕΙ Ο ΕΛΛΗΝΙΚΟΣ ΣΤΟΛΟΣ [595,271,1148,301]
article-text: ΑΘΗΝΑΙ, 4. — Ὁ ὑπουργὸς τῆς Συντονισμοῦ ἐδέχθη σήμερον ἀντιπροσωπείαν τῶν παραγωγῶν τῆς Βορείου Ἑλλάδος. [592,1499,775,1543]
provincial-news-body [31,1144,400,1553]
article-text: ΑΘΗΝΑΙ, 4. — Ὁ ὑπουργὸς τῆς Συντονισμοῦ ἐδέχθη σήμερον ἀντιπροσωπείαν τῶν παραγωγῶν τῆς Βορείου Ἑλλάδος. [780,1499,963,1543]
article-text: Ὅλα τὰ περίπτερα εἶναι ἤδη ἕτοιμα καὶ οἱ ἐκθέται ἐργάζονται πυρετωδῶς διὰ τὴν τελικὴν διαρρύθμισιν τῶν ἐκθεμάτων των. [592,391,775,436]
article-text: ΑΘΗΝΑΙ, 4. — Ὑπὸ τοῦ ἀρμοδίου τμήματος ἀνεζητεῖτο ἡ ἐξαφανισθεῖσα ὑπηρέτρια μετὰ τῆς ἀνηλίκου κορασίδος, τὴν ὁποίαν ἐφύλαττε. [415,1697,575,1752]
article-text: ΑΘΗΝΑΙ, 4. — Ὑπὸ τοῦ ἀρμοδίου τμήματος ἀνεζητεῖτο ἡ ἐξαφανισθεῖσα ὑπηρέτρια μετὰ τῆς ἀνηλίκου κορασίδος, τὴν ὁποίαν ἐφύλαττε. [415,1355,575,1410]
headline-government: Η ΚΥΒΕΡΝΗΣΙΣ ΔΕΝ ΘΑ ΑΝΕΧΘΗ ΠΡΩΤΟΒΟΥΛΙΑΣ "Η ΕΚΔΗΛΩΣΕΙΣ ΑΝΕΥΘΥΝΩΝ ΣΤΟΙΧΕΙΩΝ ΚΑΤΑ ΤΗΝ ΑΝΤΙΜΕΤΩΠΙΣΙΝ ΤΟΥ ΚΟΜΜΟΥΝΙΣΜΟΥ [1170,543,1542,611]
article-text: Τὴν 10ην π.μ. τῆς 13ης Σεπτεμβρίου θὰ διεξαχθῇ εἰς τὴν αἴθουσαν τῆς ΧΑΝ ὁ διαγωνισμὸς διὰ τὴν χορήγησιν ὑποτροφιῶν σπουδῶν εἰς τὰς Ἡνωμένας Πολιτείας. [1168,1200,1352,1256]
article-text: ΓΙΑΝΝΙΤΣΑ, 4. — Ἡ παραγωγὴ τοῦ βάμβακος εἰς τὴν περιφέρειαν θὰ εἶναι κατὰ τὸ τρέχον ἔτος μειωμένη λόγῳ τῆς ἀνομβρίας. [1360,1367,1544,1412]
article-text: ΑΘΗΝΑΙ, 4. — Ὁ ὑφυπουργὸς τῶν Ἐσωτερικῶν ἐδήλωσε σήμερον ὅτι ἡ κυβέρνησις θὰ ἀντιμετωπίσῃ μὲ ἀποφασιστικότητα πᾶσαν ἀπόπειραν διαταράξεως τῆς τάξεως. [1360,707,1544,763]
subhead-inheritance: ΑΙ ΚΛΗΡΟΝΟΜΙΑΙ, ΔΩΡΕΑΙ Κ.Λ.Π. [786,1013,958,1038]
article-text: Τὸ Ἐργατικὸν Κέντρον Θεσσαλονίκης ἀνακοινοῖ ὅτι συνέρχεται ἡ διοίκησις αὐτοῦ πρὸς συζήτησιν τῶν αἰτημάτων τῶν καπνεργατῶν καὶ τῶν ἐργατῶν τοῦ λιμένος. [219,841,400,907]
news-photo [31,88,402,348]
article-text: ΑΘΗΝΑΙ, 4. — Ὁ ὑπουργὸς τῶν Οἰκονομικῶν προέβη εἰς δηλώσεις διὰ τῶν ὁποίων ἐπεξηγεῖ τὰς διατάξεις τῶν νέων φορολογικῶν νόμων, τονίζων ὅτι αὗται ἀποβλέπουν εἰς τὴν ἐλάφρυνσιν τῶν φορολογουμένων. [592,774,775,841]
article-text: Ὁ Δικηγορικὸς Σύλλογος Θεσσαλονίκης καὶ ὁ Ἰατρικὸς Σύλλογος ἀπεφάσισαν τὴν στενὴν συνεργασίαν των ἐπὶ ζητημάτων κοινοῦ ἐνδιαφέροντος. [1360,1716,1544,1772]
divider [592,1447,1151,1448]
scholarships-body [1168,1138,1544,1260]
divider [592,309,1151,310]
column-right [1162,28,1549,2312]
photo-crowd [32,200,401,347]
article-text: ΑΘΗΝΑΙ, 4. — Ὁ ἀριθμὸς τῶν συνέδρων ἐκ τῶν ξένων χωρῶν θὰ εἶναι λίαν σημαντικός, ἐνῷ ἡ ἑλληνικὴ ἀντιπροσωπεία θὰ εἶναι ὀλιγάριθμος. [1360,1018,1544,1063]
divider [592,1135,1151,1138]
subhead-acrobatic: ΤΟ ΑΚΡΟΒΑΤΙΚΟΝ ΣΜΗΝΟΣ [594,444,773,457]
article-text: Ὅλα τὰ περίπτερα εἶναι ἤδη ἕτοιμα καὶ οἱ ἐκθέται ἐργάζονται πυρετωδῶς διὰ τὴν τελικὴν διαρρύθμισιν τῶν ἐκθεμάτων των. [592,531,775,575]
subhead-giannitsa: ΑΠΟ ΤΑ ΓΙΑΝΝΙΤΣΑ [31,1314,155,1327]
article-text: Αὔριον τὴν 7ην μ.μ. θὰ τελεσθοῦν μετὰ πάσης ἐπισημότητος τὰ ἐγκαίνια τῆς 23ης περιόδου τῆς Ἐκθέσεως, ἡ ὁποία θὰ φιλοξενήσῃ περίπτερα πολλῶν ξένων κρατῶν καὶ ἐκατοντάδας ἐκθετῶν. [968,439,1152,506]
divider [31,643,400,646]
article-text: ΚΩΝ/ΠΟΛΙΣ, Σεπτέμβριος. (Τοῦ ἀνταποκριτοῦ μας). Ἐπεκράτησε εἰς τὸν κόσμον τῆς Πόλεως μεγάλη συγκίνησις ἐκ τῶν τελευταίων γεγονότων, καὶ αἱ ἑλληνικαὶ κοινότητες ἀναμένουν μετ' ἐνδιαφέροντος τὰς ἐξελίξεις. [415,1016,575,1093]
article-text: Διὰ πράξεως τοῦ ὑπουργοῦ τῆς Παιδείας διωρίσθησαν εἰς διαφόρους νηπιαγωγεῖα τῆς χώρας αἱ κάτωθι ἐπιτυχοῦσαι εἰς τὸν σχετικὸν διαγωνισμόν νηπιαγωγοί. [592,1379,775,1435]
article-text: ΑΘΗΝΑΙ, 4. — Ὑπὸ τοῦ ἀρμοδίου τμήματος ἀνεζητεῖτο ἡ ἐξαφανισθεῖσα ὑπηρέτρια μετὰ τῆς ἀνηλίκου κορασίδος, τὴν ὁποίαν ἐφύλαττε. [415,1521,575,1576]
article-text: Τὴν 10ην π.μ. τῆς 13ης Σεπτεμβρίου θὰ διεξαχθῇ εἰς τὴν αἴθουσαν τῆς ΧΑΝ ὁ διαγωνισμὸς διὰ τὴν χορήγησιν ὑποτροφιῶν σπουδῶν εἰς τὰς Ἡνωμένας Πολιτείας. [1360,1141,1544,1196]
article-text: ΑΘΗΝΑΙ, 4. — Ὁ ὑπουργὸς τῶν Οἰκονομικῶν προέβη εἰς δηλώσεις διὰ τῶν ὁποίων ἐπεξηγεῖ τὰς διατάξεις τῶν νέων φορολογικῶν νόμων, τονίζων ὅτι αὗται ἀποβλέπουν εἰς τὴν ἐλάφρυνσιν τῶν φορολογουμένων. [592,1057,775,1124]
article-text: ΑΘΗΝΑΙ, 4. — Ὁ ὑπουργὸς τῶν Οἰκονομικῶν προέβη εἰς δηλώσεις διὰ τῶν ὁποίων ἐπεξηγεῖ τὰς διατάξεις τῶν νέων φορολογικῶν νόμων, τονίζων ὅτι αὗται ἀποβλέπουν εἰς τὴν ἐλάφρυνσιν τῶν φορολογουμένων. [968,986,1152,1053]
article-text: ΑΘΗΝΑΙ, 4. — Ὁ ὑπουργὸς τῶν Οἰκονομικῶν προέβη εἰς δηλώσεις διὰ τῶν ὁποίων ἐπεξηγεῖ τὰς διατάξεις τῶν νέων φορολογικῶν νόμων, τονίζων ὅτι αὗται ἀποβλέπουν εἰς τὴν ἐλάφρυνσιν τῶν φορολογουμένων. [780,937,963,1004]
article-text: Τὴν 10ην π.μ. τῆς 13ης Σεπτεμβρίου θὰ διεξαχθῇ εἰς τὴν αἴθουσαν τῆς ΧΑΝ ὁ διαγωνισμὸς διὰ τὴν χορήγησιν ὑποτροφιῶν σπουδῶν εἰς τὰς Ἡνωμένας Πολιτείας. [1360,1200,1544,1256]
article-text: ΑΘΗΝΑΙ, 4. — Ὁ ὑφυπουργὸς τῶν Ἐσωτερικῶν ἐδήλωσε σήμερον ὅτι ἡ κυβέρνησις θὰ ἀντιμετωπίσῃ μὲ ἀποφασιστικότητα πᾶσαν ἀπόπειραν διαταράξεως τῆς τάξεως. [1360,767,1544,822]
subhead-school-books: ΤΑ ΒΟΗΘΗΤΙΚΑ ΒΙΒΛΙΑ ΤΩΝ ΔΗΜΟΤΙΚΩΝ ΣΧΟΛΕΙΩΝ [420,1479,570,1517]
article-text: ΗΡΑΚΛΕΙΟΝ, 4. — Ἡ δίκη τοῦ κ. Πιστολάκη ἐσυνεχίσθη σήμερον ἐνώπιον τοῦ δικαστηρίου. Ὁ κατηγορούμενος ἐδήλωσεν ὅτι αἱ πληροφορίαι αἱ ὁποῖαι τοῦ μετεδόθησαν ἦσαν ἀνακριβεῖς. [1360,169,1544,236]
article-text: ΑΘΗΝΑΙ, 4. — Ὁ ὑπουργὸς τῆς Συντονισμοῦ ἐδέχθη σήμερον ἀντιπροσωπείαν τῶν παραγωγῶν τῆς Βορείου Ἑλλάδος. [780,1547,963,1592]
headline-cotton: ΜΕΙΩΜΕΝΗ ΘΑ ΕΙΝΑΙ ΕΙΣ ΤΑ ΓΙΑΝΝΙΤΣΑ Η ΕΦΕΤΕΙΝΗ ΠΑΡΑΓΩΓΗ ΤΟΥ ΒΑΜΒΑΚΟΣ [1182,1279,1530,1315]
article-text: ΓΙΑΝΝΙΤΣΑ, 4. — Ἡ παραγωγὴ τοῦ βάμβακος εἰς τὴν περιφέρειαν θὰ εἶναι κατὰ τὸ τρέχον ἔτος μειωμένη λόγῳ τῆς ἀνομβρίας. [1360,1416,1544,1460]
article-text: Ὅλα τὰ περίπτερα εἶναι ἤδη ἕτοιμα καὶ οἱ ἐκθέται ἐργάζονται πυρετωδῶς διὰ τὴν τελικὴν διαρρύθμισιν τῶν ἐκθεμάτων των. [780,483,963,527]
article-text: Αὔριον τὴν 7ην μ.μ. θὰ τελεσθοῦν μετὰ πάσης ἐπισημότητος τὰ ἐγκαίνια τῆς 23ης περιόδου τῆς Ἐκθέσεως, ἡ ὁποία θὰ φιλοξενήσῃ περίπτερα πολλῶν ξένων κρατῶν καὶ ἐκατοντάδας ἐκθετῶν. [780,320,963,387]
article-text: ΑΘΗΝΑΙ, 4. — Ὁ ὑπουργὸς τῶν Οἰκονομικῶν προέβη εἰς δηλώσεις διὰ τῶν ὁποίων ἐπεξηγεῖ τὰς διατάξεις τῶν νέων φορολογικῶν νόμων, τονίζων ὅτι αὗται ἀποβλέπουν εἰς τὴν ἐλάφρυνσιν τῶν φορολογουμένων. [780,1042,963,1109]
article-text: ΑΘΗΝΑΙ, 4. — Ὁ ὑπουργὸς τῆς Συντονισμοῦ ἐδέχθη σήμερον ἀντιπροσωπείαν τῶν παραγωγῶν τῆς Βορείου Ἑλλάδος. [968,1499,1152,1543]
article-text: Αὔριον τὴν 7ην μ.μ. θὰ τελεσθοῦν μετὰ πάσης ἐπισημότητος τὰ ἐγκαίνια τῆς 23ης περιόδου τῆς Ἐκθέσεως, ἡ ὁποία θὰ φιλοξενήσῃ περίπτερα πολλῶν ξένων κρατῶν καὶ ἐκατοντάδας ἐκθετῶν. [592,320,775,387]
article-text: Ὅλα τὰ περίπτερα εἶναι ἤδη ἕτοιμα καὶ οἱ ἐκθέται ἐργάζονται πυρετωδῶς διὰ τὴν τελικὴν διαρρύθμισιν τῶν ἐκθεμάτων των. [968,391,1152,436]
article-text: ΗΡΑΚΛΕΙΟΝ, 4. — Ἡ δίκη τοῦ κ. Πιστολάκη ἐσυνεχίσθη σήμερον ἐνώπιον τοῦ δικαστηρίου. Ὁ κατηγορούμενος ἐδήλωσεν ὅτι αἱ πληροφορίαι αἱ ὁποῖαι τοῦ μετεδόθησαν ἦσαν ἀνακριβεῖς. [1168,169,1352,236]
article-text: ΑΘΗΝΑΙ, 4. — Ὑπὸ τοῦ ἀρμοδίου τμήματος ἀνεζητεῖτο ἡ ἐξαφανισθεῖσα ὑπηρέτρια μετὰ τῆς ἀνηλίκου κορασίδος, τὴν ὁποίαν ἐφύλαττε. [415,1580,575,1636]
article-text: ΚΩΝ/ΠΟΛΙΣ, Σεπτέμβριος. (Τοῦ ἀνταποκριτοῦ μας). Ἐπεκράτησε εἰς τὸν κόσμον τῆς Πόλεως μεγάλη συγκίνησις ἐκ τῶν τελευταίων γεγονότων, καὶ αἱ ἑλληνικαὶ κοινότητες ἀναμένουν μετ' ἐνδιαφέροντος τὰς ἐξελίξεις. [415,166,575,244]
headline-city-news: ΤΙ ΝΕΑ ΑΠ' ΤΗΝ ΠΟΛΙ; [417,36,573,150]
article-text: ΑΘΗΝΑΙ, 4. — Ὁ ὑπουργὸς τῆς Συντονισμοῦ ἐδέχθη σήμερον ἀντιπροσωπείαν τῶν παραγωγῶν τῆς Βορείου Ἑλλάδος. [968,1596,1152,1640]
article-text: Ὁ Δικηγορικὸς Σύλλογος Θεσσαλονίκης καὶ ὁ Ἰατρικὸς Σύλλογος ἀπεφάσισαν τὴν στενὴν συνεργασίαν των ἐπὶ ζητημάτων κοινοῦ ἐνδιαφέροντος. [1168,1657,1352,1713]
article-text: ΒΕΡΟΙΑ, 4. — Πολλοὶ κάτοικοι τῆς πόλεως προσῆλθον εἰς τὴν ἑορτὴν τοῦ Ἁγίου Ἰωάννου. Ἐγένετο δοξολογία καὶ ἐπακολούθησε δεξίωσις εἰς τὸ Δημαρχεῖον. [31,1493,212,1548]
article-text: Διὰ πράξεως τοῦ ὑπουργοῦ τῆς Παιδείας διωρίσθησαν εἰς διαφόρους νηπιαγωγεῖα τῆς χώρας αἱ κάτωθι ἐπιτυχοῦσαι εἰς τὸν σχετικὸν διαγωνισμόν νηπιαγωγοί. [592,1201,775,1256]
headline-lawyer-fee: ΔΙ' ΩΡΙΣΜΕΝΑΣ ΜΟΝΟΝ ΠΟΛΙΤΙΚΑΣ ΥΠΟΘΕΣΕΙΣ ΘΑ ΠΡΟΕΙΣΠΡΑΤΤΕΤΑΙ Η ΔΙΚΗΓΟΡΙΚΗ ΑΜΟΙΒΗ [68,520,364,571]
article-text: ΑΘΗΝΑΙ, 4. — Ὁ ἀριθμὸς τῶν συνέδρων ἐκ τῶν ξένων χωρῶν θὰ εἶναι λίαν σημαντικός, ἐνῷ ἡ ἑλληνικὴ ἀντιπροσωπεία θὰ εἶναι ὀλιγάριθμος. [1168,1018,1352,1063]
article-text: ΑΘΗΝΑΙ, 4. — Ὁ ἀριθμὸς τῶν συνέδρων ἐκ τῶν ξένων χωρῶν θὰ εἶναι λίαν σημαντικός, ἐνῷ ἡ ἑλληνικὴ ἀντιπροσωπεία θὰ εἶναι ὀλιγάριθμος. [1360,970,1544,1015]
kindergarten-article-body [592,1198,1151,1439]
subhead-pavilions: ΕΤΟΙΜΑ ΤΑ ΠΕΡΙΠΤΕΡΑ [608,514,759,527]
article-text: Ἡ ἱερὰ σύνοδος ἀπεφάσισε πρὸς τοῦτο τὴν ἀποστολὴν ἐπιτροπῆς διὰ τὴν μελέτην τῶν ζητημάτων τῆς παιδείας καὶ τῶν σχολείων τῆς κοινότητος. [415,956,575,1012]
article-text: Ὅλα τὰ περίπτερα εἶναι ἤδη ἕτοιμα καὶ οἱ ἐκθέται ἐργάζονται πυρετωδῶς διὰ τὴν τελικὴν διαρρύθμισιν τῶν ἐκθεμάτων των. [780,413,963,457]
article-text: Ἡ ἱερὰ σύνοδος ἀπεφάσισε πρὸς τοῦτο τὴν ἀποστολὴν ἐπιτροπῆς διὰ τὴν μελέτην τῶν ζητημάτων τῆς παιδείας καὶ τῶν σχολείων τῆς κοινότητος. [415,1097,575,1153]
article-text: Ἡ ἱερὰ σύνοδος ἀπεφάσισε πρὸς τοῦτο τὴν ἀποστολὴν ἐπιτροπῆς διὰ τὴν μελέτην τῶν ζητημάτων τῆς παιδείας καὶ τῶν σχολείων τῆς κοινότητος. [415,814,575,870]
headline-lawyers-doctors: ΣΥΝΕΡΓΑΣΙΑ ΤΩΝ ΣΥΛΛΟΓΩΝ ΔΙΚΗΓΟΡΙΚΟΥ ΚΑΙ ΙΑΤΡΙΚΟΥ ΕΠΙ ΖΗΤΗΜΑΤΩΝ ΕΠΙΣΤΗΜΟΝΙΚΩΝ ΚΑΙ ΕΠΑΓΓΕΛΜΑΤΙΚΩΝ [1192,1483,1520,1535]
headline-finance-minister: Ο ΥΠΟΥΡΓΟΣ ΟΙΚΟΝΟΜΙΚΩΝ ΕΠΕΞΗΓΕΙ ΤΑΣ ΘΕΣΠΙΣΘΕΙΣΑΣ ΔΙΑΡΡΥΘΜΙΣΕΙΣ ΔΙΑ ΤΩΝ ΝΕΩΝ ΦΟΡΟΛΟΓΙΚΩΝ ΝΟΜΩΝ [609,668,1135,753]
article-text: ΑΘΗΝΑΙ, 4. — Ὁ ὑπουργὸς τῶν Οἰκονομικῶν προέβη εἰς δηλώσεις διὰ τῶν ὁποίων ἐπεξηγεῖ τὰς διατάξεις τῶν νέων φορολογικῶν νόμων, τονίζων ὅτι αὗται ἀποβλέπουν εἰς τὴν ἐλάφρυνσιν τῶν φορολογουμένων. [592,844,775,911]
article-text: Ἡ ἱερὰ σύνοδος ἀπεφάσισε πρὸς τοῦτο τὴν ἀποστολὴν ἐπιτροπῆς διὰ τὴν μελέτην τῶν ζητημάτων τῆς παιδείας καὶ τῶν σχολείων τῆς κοινότητος. [415,1239,575,1295]
article-text: ΗΡΑΚΛΕΙΟΝ, 4. — Ἡ δίκη τοῦ κ. Πιστολάκη ἐσυνεχίσθη σήμερον ἐνώπιον τοῦ δικαστηρίου. Ὁ κατηγορούμενος ἐδήλωσεν ὅτι αἱ πληροφορίαι αἱ ὁποῖαι τοῦ μετεδόθησαν ἦσαν ἀνακριβεῖς. [1360,452,1544,519]
article-text: ΑΘΗΝΑΙ, 4. — Ὁ ὑπουργὸς τῶν Οἰκονομικῶν προέβη εἰς δηλώσεις διὰ τῶν ὁποίων ἐπεξηγεῖ τὰς διατάξεις τῶν νέων φορολογικῶν νόμων, τονίζων ὅτι αὗται ἀποβλέπουν εἰς τὴν ἐλάφρυνσιν τῶν φορολογουμένων. [780,866,963,933]
article-text: Τὴν 10ην π.μ. τῆς 13ης Σεπτεμβρίου θὰ διεξαχθῇ εἰς τὴν αἴθουσαν τῆς ΧΑΝ ὁ διαγωνισμὸς διὰ τὴν χορήγησιν ὑποτροφιῶν σπουδῶν εἰς τὰς Ἡνωμένας Πολιτείας. [1168,1141,1352,1196]
article-text: Διὰ πράξεως τοῦ ὑπουργοῦ τῆς Παιδείας διωρίσθησαν εἰς διαφόρους νηπιαγωγεῖα τῆς χώρας αἱ κάτωθι ἐπιτυχοῦσαι εἰς τὸν σχετικὸν διαγωνισμόν νηπιαγωγοί. [592,1320,775,1375]
